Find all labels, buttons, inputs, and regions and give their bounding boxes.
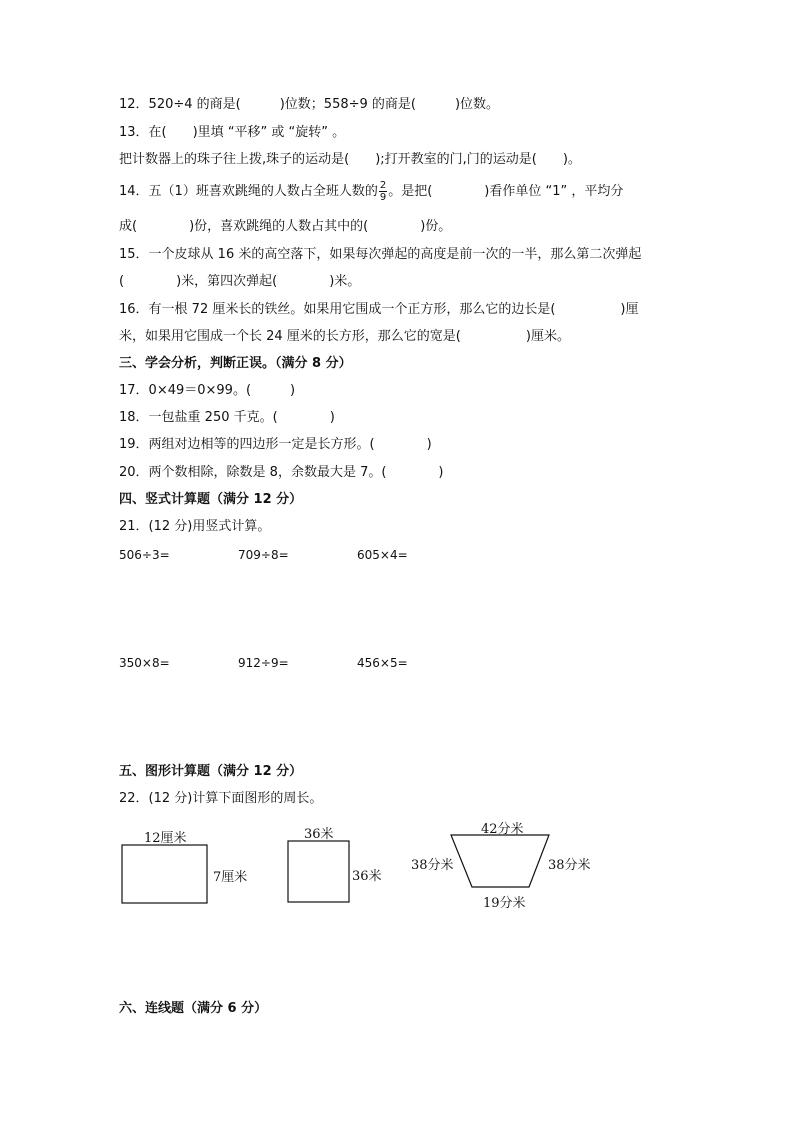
question-21: 21．(12 分)用竖式计算。	[119, 519, 271, 534]
fraction-numerator: 2	[379, 180, 387, 191]
question-16-detail: 米，如果用它围成一个长 24 厘米的长方形，那么它的宽是( )厘米。	[119, 329, 570, 344]
rectangle-shape	[122, 845, 207, 903]
section-4-heading: 四、竖式计算题（满分 12 分）	[119, 492, 303, 507]
square-side-label: 36米	[352, 869, 382, 884]
question-15-detail: ( )米，第四次弹起( )米。	[119, 274, 361, 289]
trapezoid-left-label: 38分米	[411, 858, 454, 873]
trapezoid-right-label: 38分米	[548, 858, 591, 873]
section-3-heading: 三、学会分析，判断正误。（满分 8 分）	[119, 356, 352, 371]
square-shape	[288, 841, 349, 902]
calc-item: 605×4=	[357, 548, 408, 562]
square-top-label: 36米	[304, 827, 334, 842]
question-13: 13．在( )里填 “平移” 或 “旋转” 。	[119, 125, 346, 140]
section-5-heading: 五、图形计算题（满分 12 分）	[119, 764, 303, 779]
trapezoid-shape	[451, 835, 549, 887]
question-15: 15．一个皮球从 16 米的高空落下，如果每次弹起的高度是前一次的一半，那么第二次弹起	[119, 247, 642, 262]
rect-top-label: 12厘米	[144, 831, 187, 846]
question-13-detail: 把计数器上的珠子往上拨,珠子的运动是( );打开教室的门,门的运动是( )。	[119, 152, 581, 167]
question-14-detail: 成( )份，喜欢跳绳的人数占其中的( )份。	[119, 219, 452, 234]
calc-item: 456×5=	[357, 656, 408, 670]
calc-item: 709÷8=	[238, 548, 289, 562]
question-18: 18．一包盐重 250 千克。( )	[119, 410, 335, 425]
question-16: 16．有一根 72 厘米长的铁丝。如果用它围成一个正方形，那么它的边长是( )厘	[119, 302, 639, 317]
calc-item: 506÷3=	[119, 548, 170, 562]
rect-side-label: 7厘米	[213, 870, 248, 885]
trapezoid-bottom-label: 19分米	[483, 896, 526, 911]
question-14-text-a: 14．五（1）班喜欢跳绳的人数占全班人数的	[119, 184, 378, 199]
question-20: 20．两个数相除，除数是 8，余数最大是 7。( )	[119, 465, 444, 480]
fraction-denominator: 9	[379, 192, 387, 203]
question-22: 22．(12 分)计算下面图形的周长。	[119, 791, 323, 806]
calc-item: 912÷9=	[238, 656, 289, 670]
question-14-text-b: 。是把( )看作单位 “1” ，平均分	[388, 184, 624, 199]
question-12: 12．520÷4 的商是( )位数；558÷9 的商是( )位数。	[119, 97, 500, 112]
question-17: 17．0×49＝0×99。( )	[119, 383, 296, 398]
trapezoid-top-label: 42分米	[481, 822, 524, 837]
calc-item: 350×8=	[119, 656, 170, 670]
question-19: 19．两组对边相等的四边形一定是长方形。( )	[119, 437, 432, 452]
section-6-heading: 六、连线题（满分 6 分）	[119, 1001, 268, 1016]
